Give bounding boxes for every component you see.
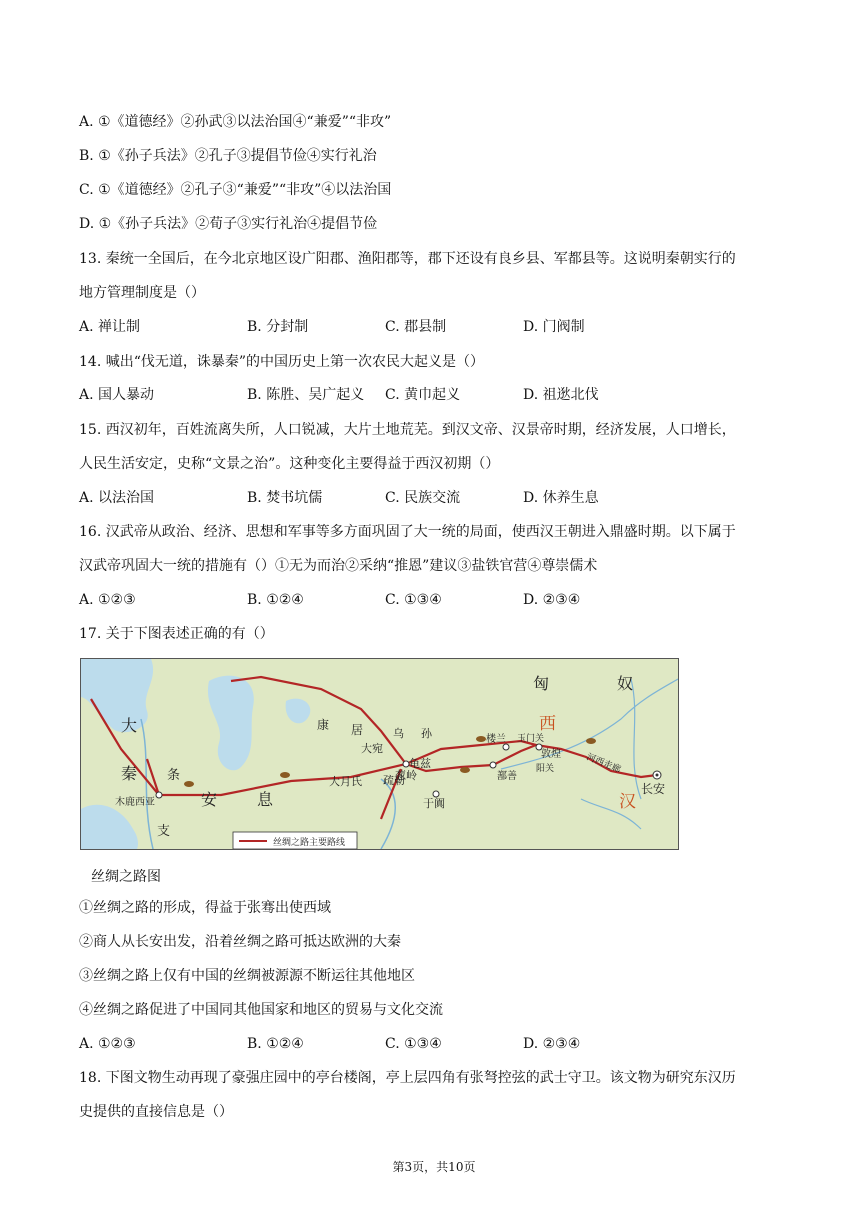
- q15-option-d: D. 休养生息: [523, 490, 599, 506]
- question-17: 17. 关于下图表述正确的有（）: [79, 626, 274, 642]
- text-line: B. ①《孙子兵法》②孔子③提倡节俭④实行礼治: [79, 148, 377, 164]
- map-label: 孙: [421, 727, 432, 740]
- map-label-han: 汉: [619, 792, 636, 812]
- statement-1: ①丝绸之路的形成，得益于张骞出使西域: [79, 900, 331, 916]
- map-label-xi: 西: [539, 714, 556, 734]
- question-15: 15. 西汉初年，百姓流离失所，人口锐减，大片土地荒芜。到汉文帝、汉景帝时期，经济发展，人口增长，: [79, 422, 736, 438]
- map-label: 乌: [393, 727, 404, 740]
- silk-road-map: [80, 658, 679, 850]
- q13-option-a: A. 禅让制: [79, 319, 141, 335]
- map-label: 秦: [121, 764, 138, 783]
- text-line: 汉武帝巩固大一统的措施有（）①无为而治②采纳“推恩”建议③盐铁官营④尊崇儒术: [79, 558, 598, 574]
- q15-option-b: B. 焚书坑儒: [247, 490, 323, 506]
- q17-option-c: C. ①③④: [385, 1036, 442, 1052]
- question-18: 18. 下图文物生动再现了豪强庄园中的亭台楼阁，亭上层四角有张弩控弦的武士守卫。该文物为研究东汉历: [79, 1070, 736, 1086]
- text-line: D. ①《孙子兵法》②荀子③实行礼治④提倡节俭: [79, 216, 378, 232]
- map-label: 大: [121, 716, 138, 735]
- map-label: 大宛: [361, 742, 383, 755]
- map-label: 阳关: [536, 764, 555, 774]
- question-16: 16. 汉武帝从政治、经济、思想和军事等多方面巩固了大一统的局面，使西汉王朝进入鼎盛时期。以下属于: [79, 524, 736, 540]
- q17-option-b: B. ①②④: [247, 1036, 304, 1052]
- map-label: 条: [167, 768, 181, 783]
- map-label: 木鹿西亚: [115, 797, 155, 808]
- map-label: 康: [317, 718, 330, 732]
- q16-option-d: D. ②③④: [523, 592, 581, 608]
- q13-option-b: B. 分封制: [247, 319, 309, 335]
- q13-option-d: D. 门阀制: [523, 319, 585, 335]
- q14-option-c: C. 黄巾起义: [385, 387, 461, 403]
- q15-option-c: C. 民族交流: [385, 490, 461, 506]
- q16-option-c: C. ①③④: [385, 592, 442, 608]
- map-label: 支: [157, 824, 171, 839]
- map-label: 玉门关: [517, 734, 545, 744]
- map-label: 河西走廊: [584, 752, 623, 776]
- map-label: 息: [257, 790, 274, 809]
- q14-option-b: B. 陈胜、吴广起义: [247, 387, 365, 403]
- map-label: 长安: [641, 782, 666, 796]
- text-line: 人民生活安定，史称“文景之治”。这种变化主要得益于西汉初期（）: [79, 456, 500, 472]
- q14-option-d: D. 祖逖北伐: [523, 387, 599, 403]
- map-label: 匈: [533, 674, 550, 693]
- question-14: 14. 喊出“伐无道，诛暴秦”的中国历史上第一次农民大起义是（）: [79, 354, 485, 370]
- question-13: 13. 秦统一全国后，在今北京地区设广阳郡、渔阳郡等，郡下还设有良乡县、军都县等。这说明秦朝实行的: [79, 251, 736, 267]
- map-legend-label: 丝绸之路主要路线: [273, 838, 346, 848]
- map-label: 奴: [617, 674, 634, 693]
- map-caption: 丝绸之路图: [91, 869, 161, 885]
- text-line: A. ①《道德经》②孙武③以法治国④“兼爱”“非攻”: [79, 114, 392, 130]
- text-line: 地方管理制度是（）: [79, 285, 205, 301]
- map-label: 居: [351, 723, 364, 737]
- page-footer: 第3页，共10页: [392, 1160, 476, 1174]
- map-label: 敦煌: [541, 749, 561, 760]
- map-label: 楼兰: [486, 734, 506, 745]
- map-label: 龟兹: [409, 757, 431, 770]
- map-label: 安: [201, 790, 218, 809]
- statement-2: ②商人从长安出发，沿着丝绸之路可抵达欧洲的大秦: [79, 934, 401, 950]
- map-label: 于阗: [423, 797, 445, 810]
- statement-4: ④丝绸之路促进了中国同其他国家和地区的贸易与文化交流: [79, 1002, 443, 1018]
- map-label: 大月氏: [329, 775, 362, 788]
- q16-option-b: B. ①②④: [247, 592, 304, 608]
- q17-option-d: D. ②③④: [523, 1036, 581, 1052]
- statement-3: ③丝绸之路上仅有中国的丝绸被源源不断运往其他地区: [79, 968, 415, 984]
- q15-option-a: A. 以法治国: [79, 490, 155, 506]
- text-line: C. ①《道德经》②孔子③“兼爱”“非攻”④以法治国: [79, 182, 392, 198]
- map-label: 葱岭: [395, 769, 417, 782]
- map-label: 疏勒: [383, 774, 405, 787]
- q17-option-a: A. ①②③: [79, 1036, 136, 1052]
- text-line: 史提供的直接信息是（）: [79, 1104, 233, 1120]
- q13-option-c: C. 郡县制: [385, 319, 447, 335]
- map-label: 鄯善: [497, 771, 517, 782]
- q14-option-a: A. 国人暴动: [79, 387, 155, 403]
- q16-option-a: A. ①②③: [79, 592, 136, 608]
